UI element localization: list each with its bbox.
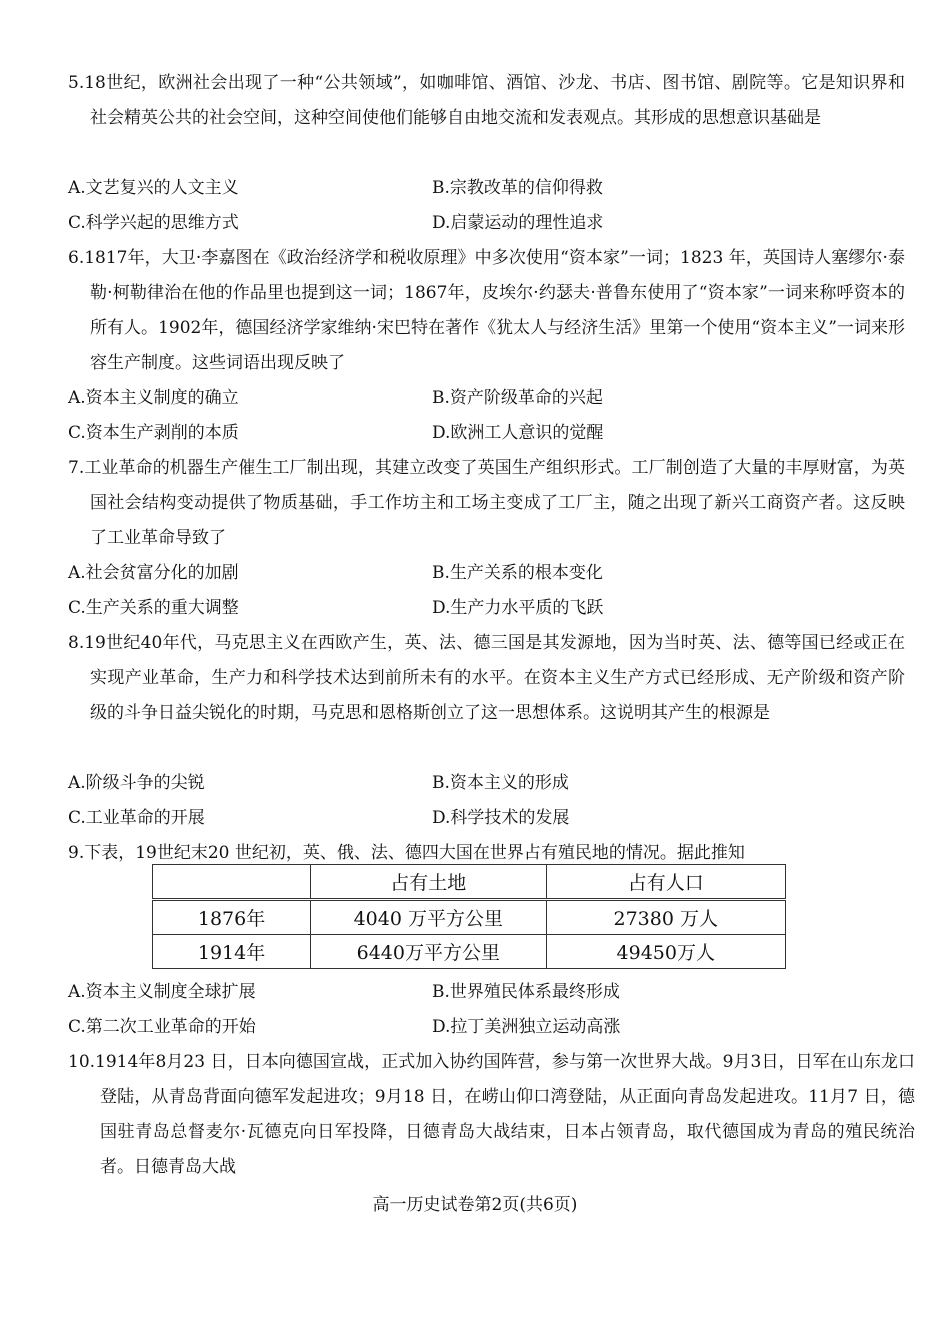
table-header-cell: 占有土地 bbox=[311, 865, 546, 900]
question-7-option-b: B.生产关系的根本变化 bbox=[432, 563, 603, 583]
table-header-row bbox=[153, 865, 786, 900]
question-7-option-d: D.生产力水平质的飞跃 bbox=[432, 598, 604, 618]
table-row bbox=[153, 935, 786, 969]
table-cell-population: 27380 万人 bbox=[546, 900, 786, 935]
colony-table bbox=[152, 864, 786, 969]
question-5-option-a: A.文艺复兴的人文主义 bbox=[68, 178, 239, 198]
question-7-option-c: C.生产关系的重大调整 bbox=[68, 598, 239, 618]
table-header-cell: 占有人口 bbox=[546, 865, 786, 900]
question-5-stem: 5.18世纪，欧洲社会出现了一种“公共领域”，如咖啡馆、酒馆、沙龙、书店、图书馆、剧院等。它是知识界和社会精英公共的社会空间，这种空间使他们能够自由地交流和发表观点。其形成的思想意识基础是 bbox=[68, 73, 905, 128]
question-8-option-a: A.阶级斗争的尖锐 bbox=[68, 773, 205, 793]
table-cell-land: 6440万平方公里 bbox=[311, 935, 546, 969]
question-7-option-a: A.社会贫富分化的加剧 bbox=[68, 563, 239, 583]
question-5-option-d: D.启蒙运动的理性追求 bbox=[432, 213, 604, 233]
question-7-stem: 7.工业革命的机器生产催生工厂制出现，其建立改变了英国生产组织形式。工厂制创造了大量的丰厚财富，为英国社会结构变动提供了物质基础，手工作坊主和工场主变成了工厂主，随之出现了新兴工商资产者。这反映了工业革命导致了 bbox=[68, 458, 905, 548]
question-8-option-c: C.工业革命的开展 bbox=[68, 808, 205, 828]
question-9-option-a: A.资本主义制度全球扩展 bbox=[68, 982, 256, 1002]
question-8-option-d: D.科学技术的发展 bbox=[432, 808, 570, 828]
question-6-option-b: B.资产阶级革命的兴起 bbox=[432, 388, 603, 408]
question-5-option-b: B.宗教改革的信仰得救 bbox=[432, 178, 603, 198]
question-9-stem: 9.下表，19世纪末20 世纪初，英、俄、法、德四大国在世界占有殖民地的情况。据此推知 bbox=[68, 843, 745, 863]
table-cell-population: 49450万人 bbox=[546, 935, 786, 969]
question-6-stem: 6.1817年，大卫·李嘉图在《政治经济学和税收原理》中多次使用“资本家”一词；1823 年，英国诗人塞缪尔·泰勒·柯勒律治在他的作品里也提到这一词；1867年，皮埃尔·约瑟夫·普鲁东使用了“资本家”一词来称呼资本的所有人。1902年，德国经济学家维纳·宋巴特在著作《犹太人与经济生活》里第一个使用“资本主义”一词来形容生产制度。这些词语出现反映了 bbox=[68, 248, 905, 373]
table-cell-year: 1914年 bbox=[153, 935, 311, 969]
question-6-option-a: A.资本主义制度的确立 bbox=[68, 388, 239, 408]
question-6-option-c: C.资本生产剥削的本质 bbox=[68, 423, 239, 443]
question-10-stem: 10.1914年8月23 日，日本向德国宣战，正式加入协约国阵营，参与第一次世界大战。9月3日，日军在山东龙口登陆，从青岛背面向德军发起进攻；9月18 日，在崂山仰口湾登陆，从正面向青岛发起进攻。11月7 日，德国驻青岛总督麦尔·瓦德克向日军投降，日德青岛大战结束，日本占领青岛，取代德国成为青岛的殖民统治者。日德青岛大战 bbox=[68, 1052, 915, 1177]
question-5-option-c: C.科学兴起的思维方式 bbox=[68, 213, 239, 233]
question-9-option-d: D.拉丁美洲独立运动高涨 bbox=[432, 1017, 621, 1037]
question-8-stem: 8.19世纪40年代，马克思主义在西欧产生，英、法、德三国是其发源地，因为当时英、法、德等国已经或正在实现产业革命，生产力和科学技术达到前所未有的水平。在资本主义生产方式已经形成、无产阶级和资产阶级的斗争日益尖锐化的时期，马克思和恩格斯创立了这一思想体系。这说明其产生的根源是 bbox=[68, 633, 905, 723]
table-header-cell bbox=[153, 865, 311, 900]
question-6-option-d: D.欧洲工人意识的觉醒 bbox=[432, 423, 604, 443]
table-cell-year: 1876年 bbox=[153, 900, 311, 935]
table-cell-land: 4040 万平方公里 bbox=[311, 900, 546, 935]
page-footer: 高一历史试卷第2页(共6页) bbox=[372, 1195, 578, 1215]
question-8-option-b: B.资本主义的形成 bbox=[432, 773, 569, 793]
question-9-option-c: C.第二次工业革命的开始 bbox=[68, 1017, 256, 1037]
question-9-option-b: B.世界殖民体系最终形成 bbox=[432, 982, 620, 1002]
table-row bbox=[153, 900, 786, 935]
